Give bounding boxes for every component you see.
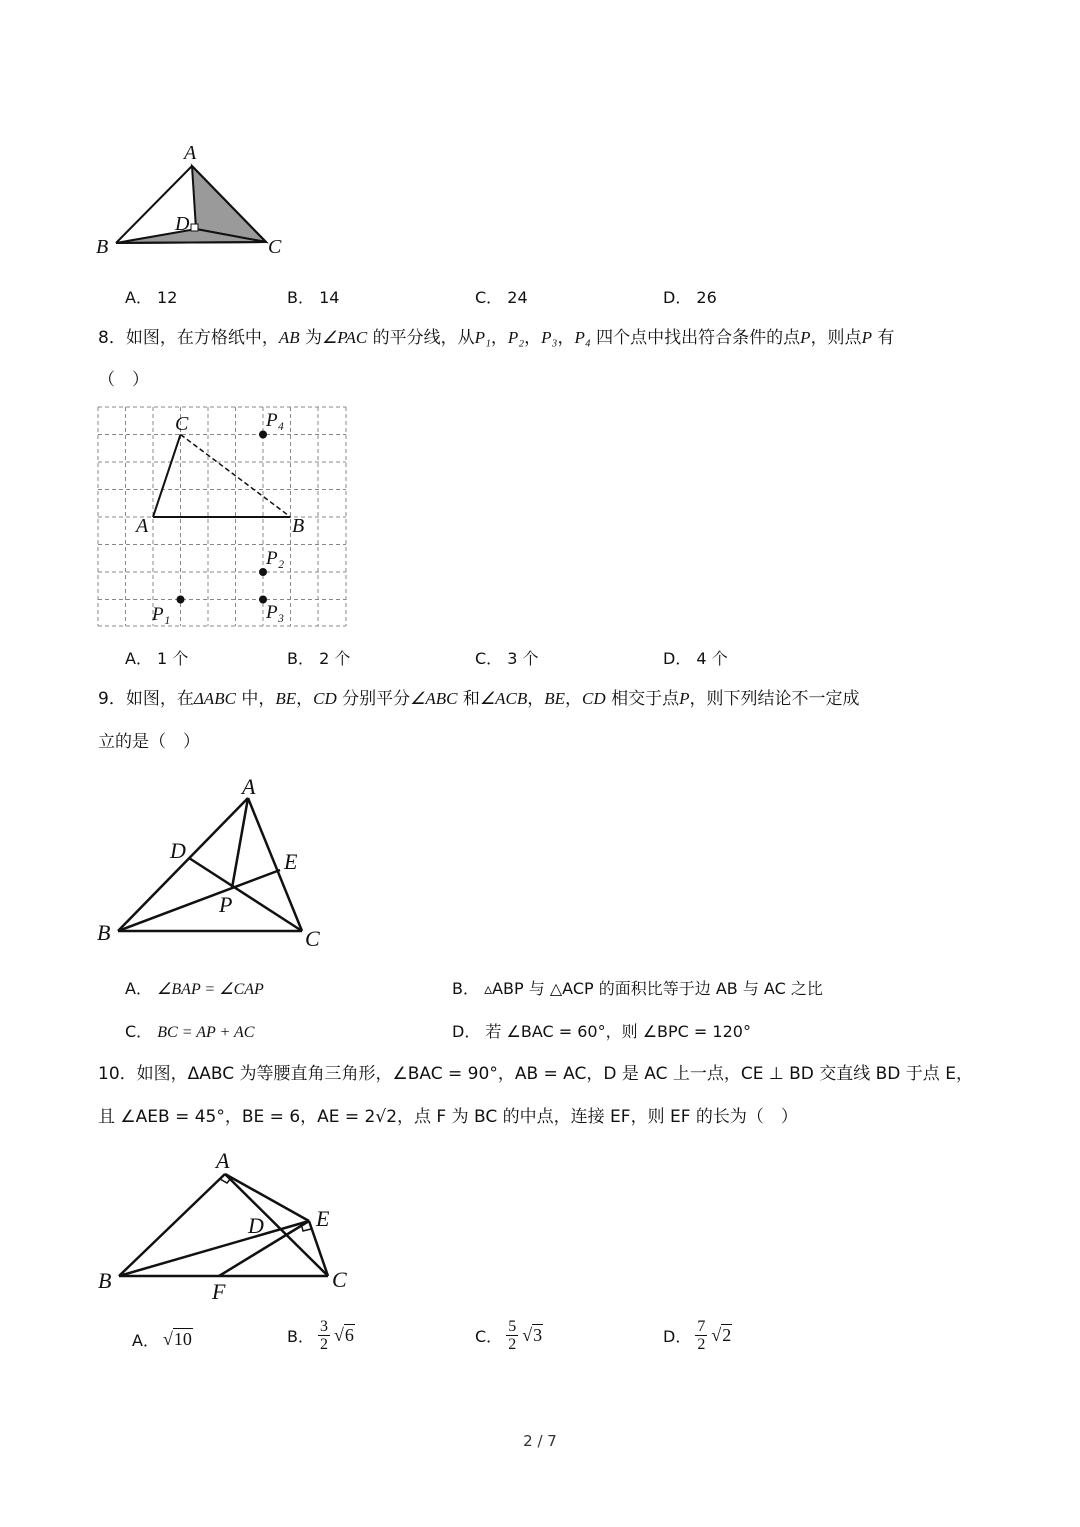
q8-option-b: B． 2 个	[287, 649, 351, 668]
q9-option-d: D． 若 ∠BAC = 60°，则 ∠BPC = 120°	[452, 1022, 751, 1041]
q8-grid-figure	[96, 404, 350, 629]
q7-option-a: A． 12	[125, 288, 178, 307]
q9-option-b: B． ▵ABP 与 △ACP 的面积比等于边 AB 与 AC 之比	[452, 979, 823, 998]
q7-label-a: A	[184, 142, 197, 164]
q8-stem-line1: 8．如图，在方格纸中，AB 为∠PAC 的平分线，从P₁，P₂，P₃，P₄ 四个点中找出符合条件的点P，则点P 有	[98, 328, 895, 348]
q10-stem-line2: 且 ∠AEB = 45°，BE = 6，AE = 2√2，点 F 为 BC 的中点，连接 EF，则 EF 的长为（ ）	[98, 1107, 798, 1127]
q9-option-a: A． ∠BAP = ∠CAP	[125, 979, 264, 998]
q7-option-b: B． 14	[287, 288, 340, 307]
q7-label-c: C	[268, 236, 282, 258]
q8-label-p4: P₄	[266, 410, 285, 431]
q10-label-d: D	[248, 1213, 264, 1238]
q10-label-f: F	[212, 1279, 226, 1304]
q9-label-p: P	[219, 892, 233, 917]
page-number: 2 / 7	[523, 1432, 557, 1450]
q7-label-b: B	[96, 236, 109, 258]
q9-stem-line2: 立的是（ ）	[98, 732, 200, 752]
q8-label-b: B	[292, 515, 305, 537]
q8-label-p1: P₁	[152, 604, 171, 625]
q10-option-d: D． $\frac{7}{2}$ √2	[663, 1318, 732, 1353]
q9-label-e: E	[284, 849, 298, 874]
q7-label-d: D	[175, 213, 190, 235]
q10-label-e: E	[316, 1206, 330, 1231]
q10-label-c: C	[332, 1267, 347, 1292]
q8-option-c: C． 3 个	[475, 649, 539, 668]
q10-label-a: A	[216, 1148, 230, 1173]
q10-option-b: B． $\frac{3}{2}$ √6	[287, 1318, 354, 1353]
q9-option-c: C． BC = AP + AC	[125, 1022, 255, 1041]
q10-stem-line1: 10．如图，ΔABC 为等腰直角三角形，∠BAC = 90°，AB = AC，D 是 AC 上一点，CE ⊥ BD 交直线 BD 于点 E，	[98, 1064, 973, 1084]
q9-label-b: B	[97, 920, 111, 945]
q9-label-c: C	[305, 926, 320, 951]
q8-stem-line2: （ ）	[98, 370, 149, 390]
q7-option-d: D． 26	[663, 288, 717, 307]
q9-label-a: A	[242, 774, 256, 799]
q8-label-p2: P₂	[266, 548, 285, 569]
q8-option-d: D． 4 个	[663, 649, 728, 668]
q8-label-a: A	[136, 515, 149, 537]
q7-option-c: C． 24	[475, 288, 528, 307]
q9-label-d: D	[170, 838, 186, 863]
q10-option-a: A． √10	[132, 1329, 192, 1350]
q8-label-p3: P₃	[266, 602, 285, 623]
q10-figure	[92, 1146, 362, 1306]
q9-figure	[92, 772, 337, 952]
q10-label-b: B	[98, 1268, 112, 1293]
q8-option-a: A． 1 个	[125, 649, 189, 668]
q7-figure	[90, 140, 300, 265]
q8-label-c: C	[175, 413, 189, 435]
q9-stem-line1: 9．如图，在ΔABC 中，BE，CD 分别平分∠ABC 和∠ACB，BE，CD 相交于点P，则下列结论不一定成	[98, 689, 860, 709]
q10-option-c: C． $\frac{5}{2}$ √3	[475, 1318, 543, 1353]
